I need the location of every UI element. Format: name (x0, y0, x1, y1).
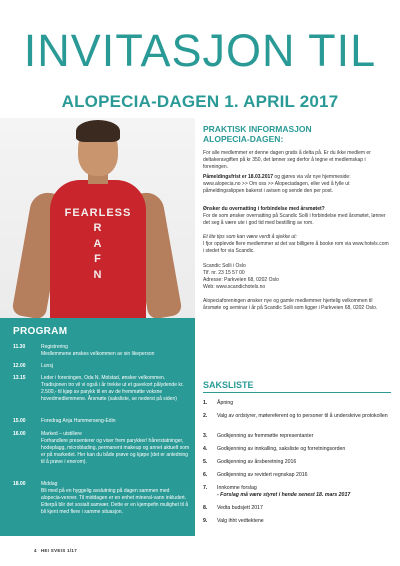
program-time: 18.00 (13, 481, 26, 487)
deadline-bold: Påmeldingsfrist er 18.03.2017 (203, 174, 274, 180)
shirt-print (50, 206, 146, 283)
page-number: 4 (34, 548, 37, 553)
info-heading (203, 124, 393, 144)
page-footer (34, 548, 77, 553)
program-desc: Forhandlere presenterer og viser frem parykker/ hårerstatninger, hodeplagg, microblading, permanent makeup og annet aktuelt som er på markedet. Her kan du både prøve og kjøpe (det er anledning til å prøve i enerom). (41, 438, 190, 465)
shirt-print-line: A (93, 237, 103, 250)
program-title: Lunsj (41, 363, 53, 369)
hair (76, 120, 120, 142)
program-heading: PROGRAM (13, 326, 68, 337)
agenda-number: 9. (203, 518, 208, 524)
deadline-text: og gjøres via vår nye hjemmeside: www.alopecia.no >> Om oss >> Alopeciadagen, eller ved å fylle ut påmeldingsslippen bakerst i avisen og sende den per post. (203, 174, 351, 194)
agenda-subnote: - Forslag må være styret i hende senest 18. mars 2017 (217, 492, 351, 498)
agenda-divider (203, 392, 391, 393)
program-time: 13.15 (13, 375, 26, 381)
agenda-number: 8. (203, 505, 208, 511)
tip (203, 234, 389, 241)
program-time: 16.00 (13, 431, 26, 437)
agenda-number: 4. (203, 446, 208, 452)
closing-text: Alopeciaforeningen ønsker nye og gamle medlemmer hjertelig velkommen til årsmøte og seminar i år på Scandic Solli som ligger i Parkveien 68, 0202 Oslo. (203, 298, 378, 311)
shirt-print-line: FEARLESS (64, 207, 132, 219)
magazine-name: HEI SVEIS 1/17 (40, 548, 78, 553)
agenda-number: 5. (203, 459, 208, 465)
agenda-number: 7. (203, 485, 208, 491)
agenda-text: Godkjenning av revidert regnskap 2016 (217, 472, 308, 478)
info-heading-line: PRAKTISK INFORMASJON (203, 124, 312, 134)
overnight-question-text: Ønsker du overnatting i forbindelse med årsmøtet? (203, 206, 325, 212)
program-title: Middag (41, 481, 58, 487)
agenda-text: Innkomne forslag (217, 485, 257, 491)
agenda-text: Valg ihht vedtektene (217, 518, 264, 524)
program-time: 12.00 (13, 363, 26, 369)
hotel-address: Adresse: Parkveien 68, 0202 Oslo (203, 277, 279, 283)
program-panel (0, 318, 195, 536)
program-title: Registrering (41, 344, 68, 350)
agenda-heading: SAKSLISTE (203, 380, 254, 390)
agenda-number: 6. (203, 472, 208, 478)
agenda-text: Godkjenning av innkalling, saksliste og forretningsorden (217, 446, 346, 452)
agenda-text: Vedta budsjett 2017 (217, 505, 263, 511)
program-title: Foredrag Anja Hammerseng-Edin (41, 418, 116, 424)
overnight-text: For de som ønsker overnatting på Scandic Solli i forbindelse med årsmøtet, lønner det seg å være ute i god tid med bestilling av rom. (203, 213, 386, 226)
page-title: INVITASJON TIL (23, 25, 377, 76)
shirt-print-line: F (94, 253, 102, 266)
tip-text: I fjor opplevde flere medlemmer at det var billigere å booke rom via www.hotels.com i stedet for via Scandic. (203, 241, 389, 254)
agenda-number: 3. (203, 433, 208, 439)
program-desc: Tradisjonen tro vil vi også i år trekke ut et gavekort pålydende kr. 2.500,- til kjøp av parykk til en av de fremmøtte voksne hovedmedlemmene. Årsmøte (saksliste, se nederst på siden) (41, 382, 184, 402)
info-intro: For alle medlemmer er denne dagen gratis å delta på. Er du ikke medlem er deltakeravgiften på kr 350, det lønner seg derfor å tegne et medlemskap i foreningen. (203, 150, 371, 170)
hotel-phone: Tlf. nr. 23 15 57 00 (203, 270, 245, 276)
agenda-text: Godkjenning av fremmøtte representanter (217, 433, 314, 439)
shirt-print-line: N (93, 268, 103, 281)
info-deadline (203, 174, 389, 195)
shirt-print-line: R (93, 222, 103, 235)
hotel-name: Scandic Solli i Oslo (203, 263, 246, 269)
program-time: 11.30 (13, 344, 26, 350)
agenda-number: 1. (203, 400, 208, 406)
page-subtitle: ALOPECIA-DAGEN 1. APRIL 2017 (61, 92, 339, 111)
program-title: Marked – utstillere (41, 431, 82, 437)
program-time: 15.00 (13, 418, 26, 424)
agenda-number: 2. (203, 413, 208, 419)
hotel-web: Web: www.scandichotels.no (203, 284, 266, 290)
agenda-text: Valg av ordstyrer, møtereferent og to personer til å underskrive protokollen (217, 413, 388, 419)
tip-italic: Et lite tips som kan være verdt å sjekke ut: (203, 234, 297, 240)
portrait-photo (0, 118, 195, 318)
agenda-text: Åpning (217, 400, 234, 406)
overnight-question (203, 206, 389, 213)
agenda-text: Godkjenning av årsberetning 2016 (217, 459, 297, 465)
program-title: Leder i foreningen, Oda N. Molstad, ønsker velkommen. (41, 375, 166, 381)
info-heading-line: ALOPECIA-DAGEN: (203, 134, 284, 144)
program-desc: Bli med på en hyggelig avslutning på dagen sammen med alopecia-venner. Til middagen er en enhet mineral-vann inkludert. Etterpå blir det sosialt samvær. Dette er en kjempefin mulighet til å bli kjent med flere i samme situasjon. (41, 488, 189, 515)
program-desc: Medlemmene ønskes velkommen av sin likeperson (41, 351, 155, 357)
